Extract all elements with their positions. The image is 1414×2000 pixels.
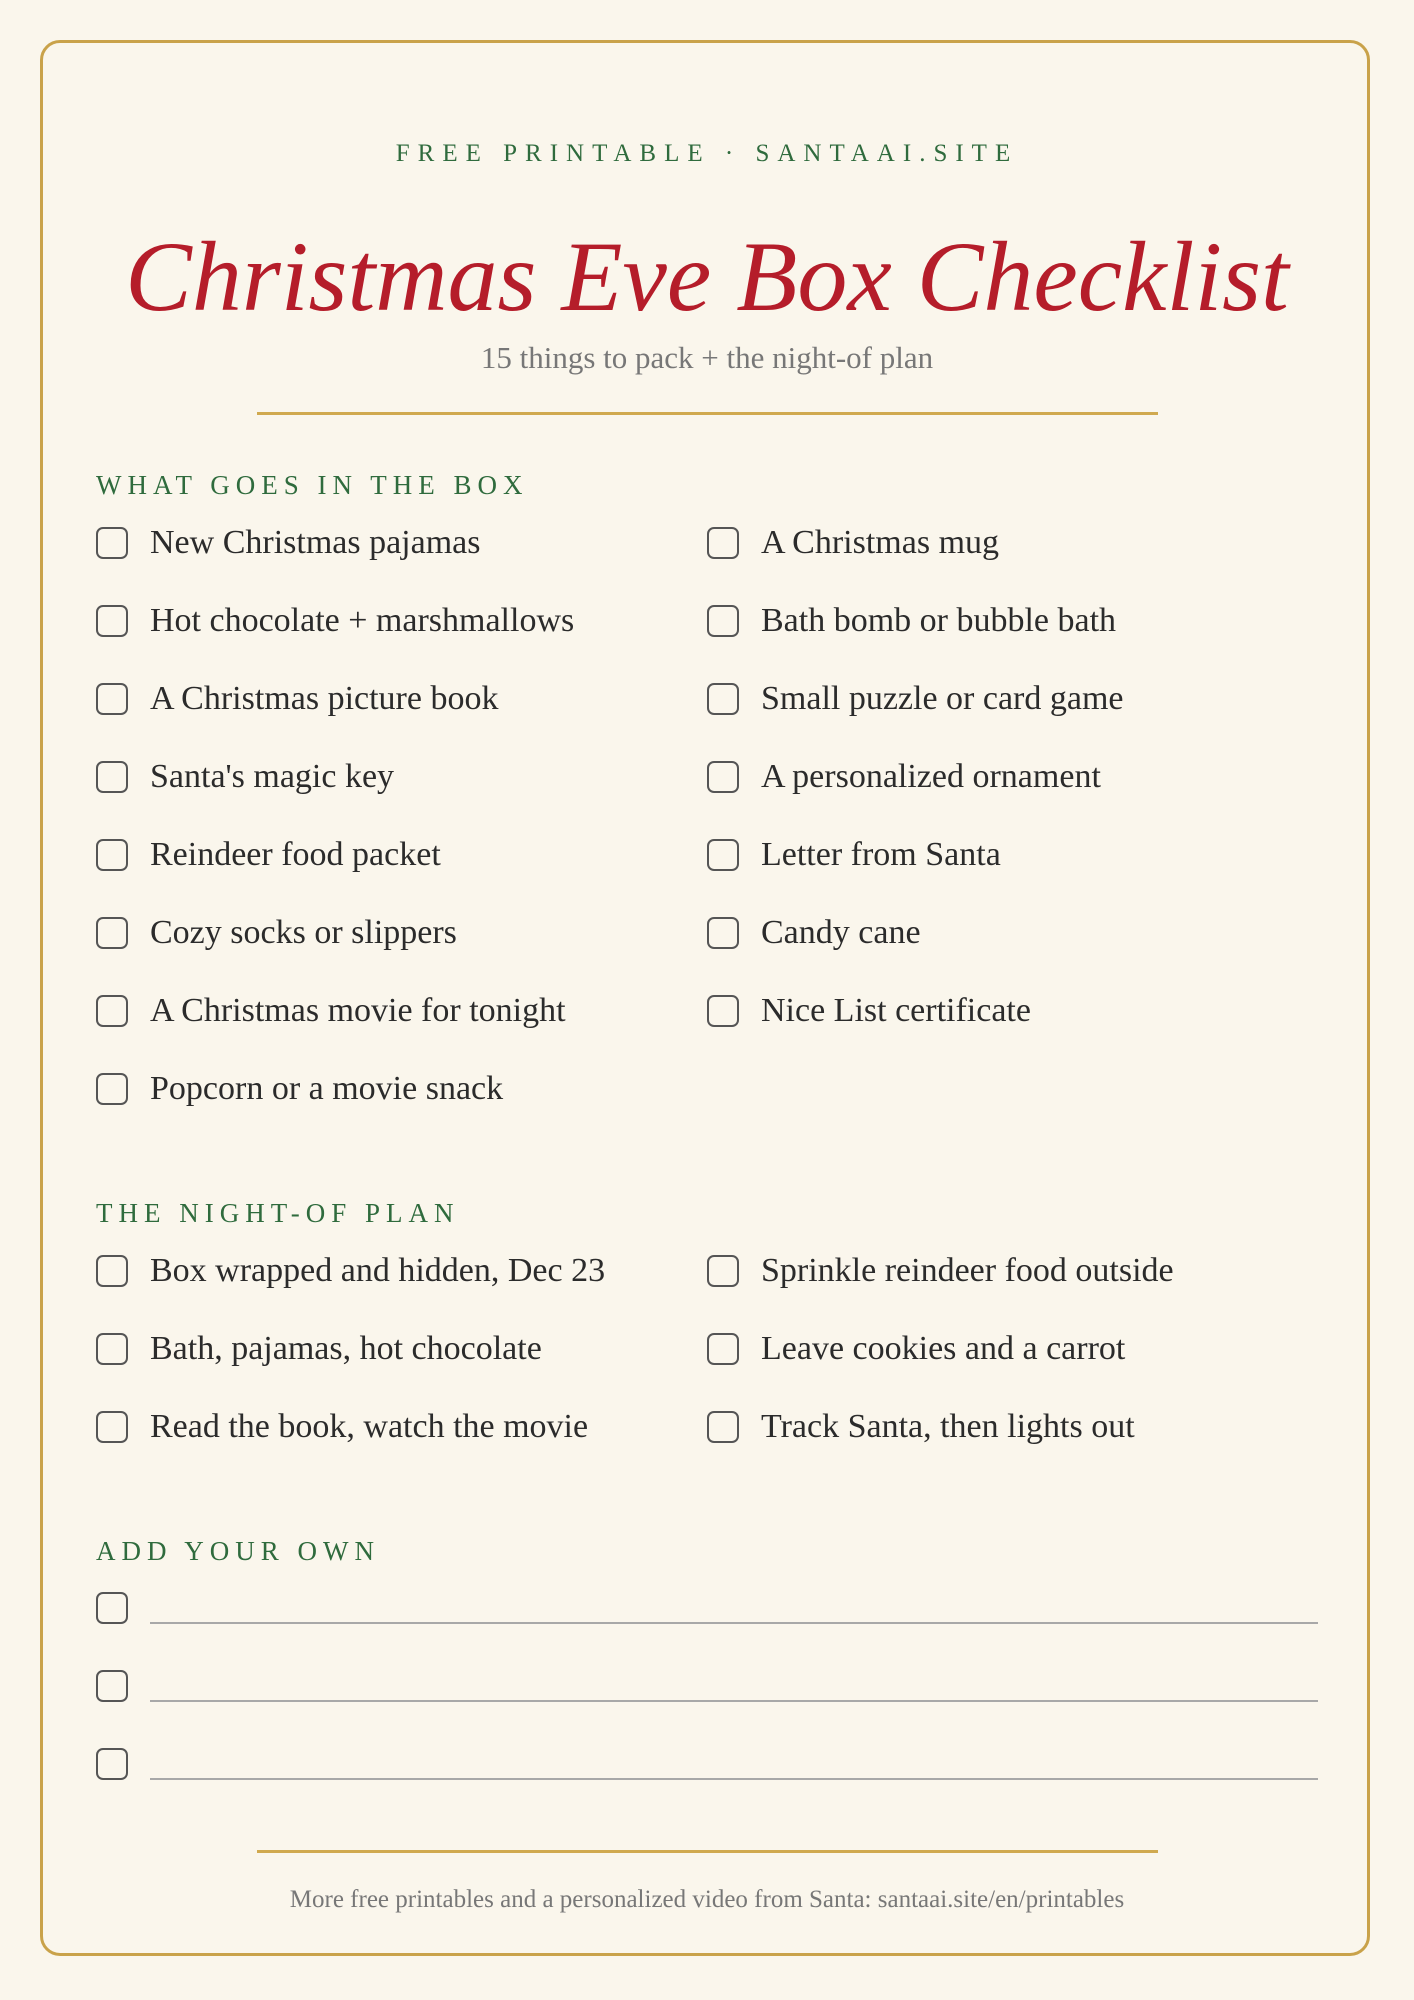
item-label: A Christmas mug bbox=[761, 524, 1000, 561]
checklist-item[interactable] bbox=[96, 1407, 588, 1447]
checkbox[interactable] bbox=[96, 1333, 128, 1365]
topline: FREE PRINTABLE · SANTAAI.SITE bbox=[395, 140, 1019, 167]
checkbox[interactable] bbox=[707, 527, 739, 559]
checkbox[interactable] bbox=[96, 761, 128, 793]
page-subtitle: 15 things to pack + the night-of plan bbox=[480, 340, 934, 375]
section-heading-own: ADD YOUR OWN bbox=[96, 1536, 380, 1566]
write-in-line[interactable] bbox=[150, 1700, 1318, 1702]
checkbox[interactable] bbox=[96, 995, 128, 1027]
item-label: Reindeer food packet bbox=[150, 836, 441, 873]
checkbox[interactable] bbox=[707, 605, 739, 637]
item-label: Bath, pajamas, hot chocolate bbox=[150, 1330, 542, 1367]
checklist-item[interactable] bbox=[96, 991, 566, 1031]
checklist-item[interactable] bbox=[96, 913, 457, 953]
write-in-line[interactable] bbox=[150, 1622, 1318, 1624]
item-label: Read the book, watch the movie bbox=[150, 1408, 589, 1445]
item-label: Leave cookies and a carrot bbox=[761, 1330, 1126, 1367]
checkbox[interactable] bbox=[96, 683, 128, 715]
checkbox[interactable] bbox=[707, 839, 739, 871]
checklist-item[interactable] bbox=[96, 1329, 542, 1369]
checkbox[interactable] bbox=[707, 917, 739, 949]
blank-item[interactable] bbox=[96, 1744, 128, 1784]
checkbox[interactable] bbox=[96, 1670, 128, 1702]
item-label: Letter from Santa bbox=[761, 836, 1001, 873]
checkbox[interactable] bbox=[96, 605, 128, 637]
blank-item[interactable] bbox=[96, 1666, 128, 1706]
checkbox[interactable] bbox=[707, 1333, 739, 1365]
checklist-item[interactable] bbox=[707, 1407, 1135, 1447]
checklist-item[interactable] bbox=[707, 757, 1101, 797]
item-label: Cozy socks or slippers bbox=[150, 914, 457, 951]
item-label: Track Santa, then lights out bbox=[761, 1408, 1135, 1445]
checklist-item[interactable] bbox=[96, 679, 498, 719]
checkbox[interactable] bbox=[707, 1411, 739, 1443]
checklist-item[interactable] bbox=[96, 835, 441, 875]
checklist-item[interactable] bbox=[707, 679, 1124, 719]
write-in-line[interactable] bbox=[150, 1778, 1318, 1780]
section-heading-night: THE NIGHT-OF PLAN bbox=[96, 1198, 460, 1228]
item-label: A Christmas movie for tonight bbox=[150, 992, 566, 1029]
checklist-item[interactable] bbox=[707, 913, 921, 953]
checklist-item[interactable] bbox=[96, 523, 481, 563]
checklist-item[interactable] bbox=[96, 601, 574, 641]
item-label: Popcorn or a movie snack bbox=[150, 1070, 504, 1107]
item-label: Nice List certificate bbox=[761, 992, 1031, 1029]
checklist-item[interactable] bbox=[707, 835, 1001, 875]
checkbox[interactable] bbox=[707, 995, 739, 1027]
footer-divider bbox=[257, 1850, 1158, 1853]
checkbox[interactable] bbox=[96, 839, 128, 871]
checklist-item[interactable] bbox=[96, 757, 394, 797]
header-divider bbox=[257, 412, 1158, 415]
section-heading-box: WHAT GOES IN THE BOX bbox=[96, 470, 529, 500]
checklist-item[interactable] bbox=[707, 601, 1116, 641]
item-label: A Christmas picture book bbox=[150, 680, 499, 717]
item-label: Box wrapped and hidden, Dec 23 bbox=[150, 1252, 606, 1289]
item-label: Small puzzle or card game bbox=[761, 680, 1124, 717]
checklist-item[interactable] bbox=[707, 991, 1031, 1031]
item-label: Hot chocolate + marshmallows bbox=[150, 602, 575, 639]
checkbox[interactable] bbox=[96, 527, 128, 559]
checkbox[interactable] bbox=[707, 683, 739, 715]
page-title: Christmas Eve Box Checklist bbox=[125, 221, 1289, 332]
item-label: New Christmas pajamas bbox=[150, 524, 481, 561]
item-label: Candy cane bbox=[761, 914, 921, 951]
checklist-item[interactable] bbox=[707, 1251, 1174, 1291]
checklist-item[interactable] bbox=[707, 1329, 1125, 1369]
item-label: Sprinkle reindeer food outside bbox=[761, 1252, 1174, 1289]
checkbox[interactable] bbox=[96, 1255, 128, 1287]
checkbox[interactable] bbox=[96, 1748, 128, 1780]
checkbox[interactable] bbox=[96, 1411, 128, 1443]
item-label: A personalized ornament bbox=[761, 758, 1101, 795]
footer-text: More free printables and a personalized video from Santa: santaai.site/en/printables bbox=[289, 1886, 1125, 1913]
blank-item[interactable] bbox=[96, 1588, 128, 1628]
checkbox[interactable] bbox=[707, 1255, 739, 1287]
checkbox[interactable] bbox=[707, 761, 739, 793]
item-label: Santa's magic key bbox=[150, 758, 395, 795]
checkbox[interactable] bbox=[96, 1073, 128, 1105]
checklist-item[interactable] bbox=[96, 1251, 605, 1291]
checkbox[interactable] bbox=[96, 1592, 128, 1624]
checkbox[interactable] bbox=[96, 917, 128, 949]
item-label: Bath bomb or bubble bath bbox=[761, 602, 1117, 639]
checklist-item[interactable] bbox=[96, 1069, 503, 1109]
checklist-item[interactable] bbox=[707, 523, 999, 563]
